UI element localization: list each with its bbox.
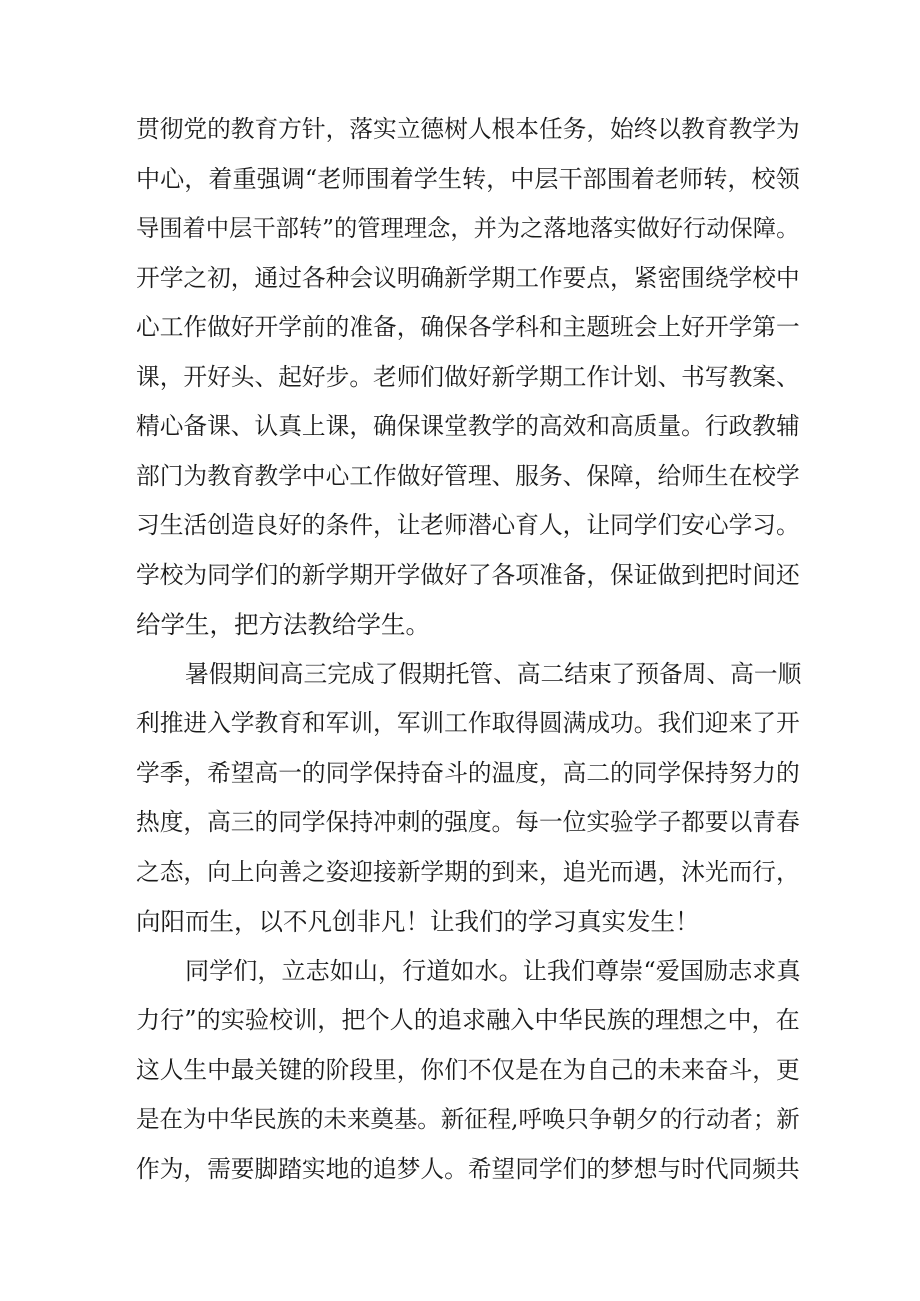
- text-line: 力行”的实验校训，把个人的追求融入中华民族的理想之中，在: [136, 1006, 800, 1034]
- text-line: 是在为中华民族的未来奠基。新征程,呼唤只争朝夕的行动者；新: [136, 1105, 800, 1133]
- paragraph-first-line: 同学们，立志如山，行道如水。让我们尊崇“爱国励志求真: [185, 956, 801, 985]
- paragraph-first-line: 暑假期间高三完成了假期托管、高二结束了预备周、高一顺: [185, 659, 802, 688]
- text-line: 这人生中最关键的阶段里，你们不仅是在为自己的未来奋斗，更: [136, 1055, 800, 1084]
- text-line: 部门为教育教学中心工作做好管理、服务、保障，给师生在校学: [136, 461, 800, 490]
- text-line: 课，开好头、起好步。老师们做好新学期工作计划、书写教案、: [136, 362, 800, 391]
- text-line: 学校为同学们的新学期开学做好了各项准备，保证做到把时间还: [136, 560, 800, 589]
- text-line: 作为，需要脚踏实地的追梦人。希望同学们的梦想与时代同频共: [136, 1154, 800, 1183]
- text-line: 热度，高三的同学保持冲刺的强度。每一位实验学子都要以青春: [136, 808, 800, 836]
- text-line: 心工作做好开学前的准备，确保各学科和主题班会上好开学第一: [136, 313, 800, 341]
- text-line: 开学之初，通过各种会议明确新学期工作要点，紧密围绕学校中: [136, 263, 800, 292]
- body-text: [136, 105, 800, 1194]
- text-line: 导围着中层干部转”的管理理念，并为之落地落实做好行动保障。: [136, 215, 800, 242]
- text-line: 向阳而生，以不凡创非凡！让我们的学习真实发生！: [136, 907, 700, 936]
- text-line: 学季，希望高一的同学保持奋斗的温度，高二的同学保持努力的: [136, 758, 800, 787]
- text-line: 习生活创造良好的条件，让老师潜心育人，让同学们安心学习。: [136, 511, 800, 539]
- text-line: 利推进入学教育和军训，军训工作取得圆满成功。我们迎来了开: [136, 709, 800, 737]
- text-line: 精心备课、认真上课，确保课堂教学的高效和高质量。行政教辅: [136, 412, 800, 440]
- text-line: 之态，向上向善之姿迎接新学期的到来，追光而遇，沐光而行，: [136, 857, 800, 886]
- text-line: 贯彻党的教育方针，落实立德树人根本任务，始终以教育教学为: [136, 115, 800, 143]
- text-line: 给学生，把方法教给学生。: [136, 610, 430, 639]
- text-line: 中心，着重强调“老师围着学生转，中层干部围着老师转，校领: [136, 164, 800, 193]
